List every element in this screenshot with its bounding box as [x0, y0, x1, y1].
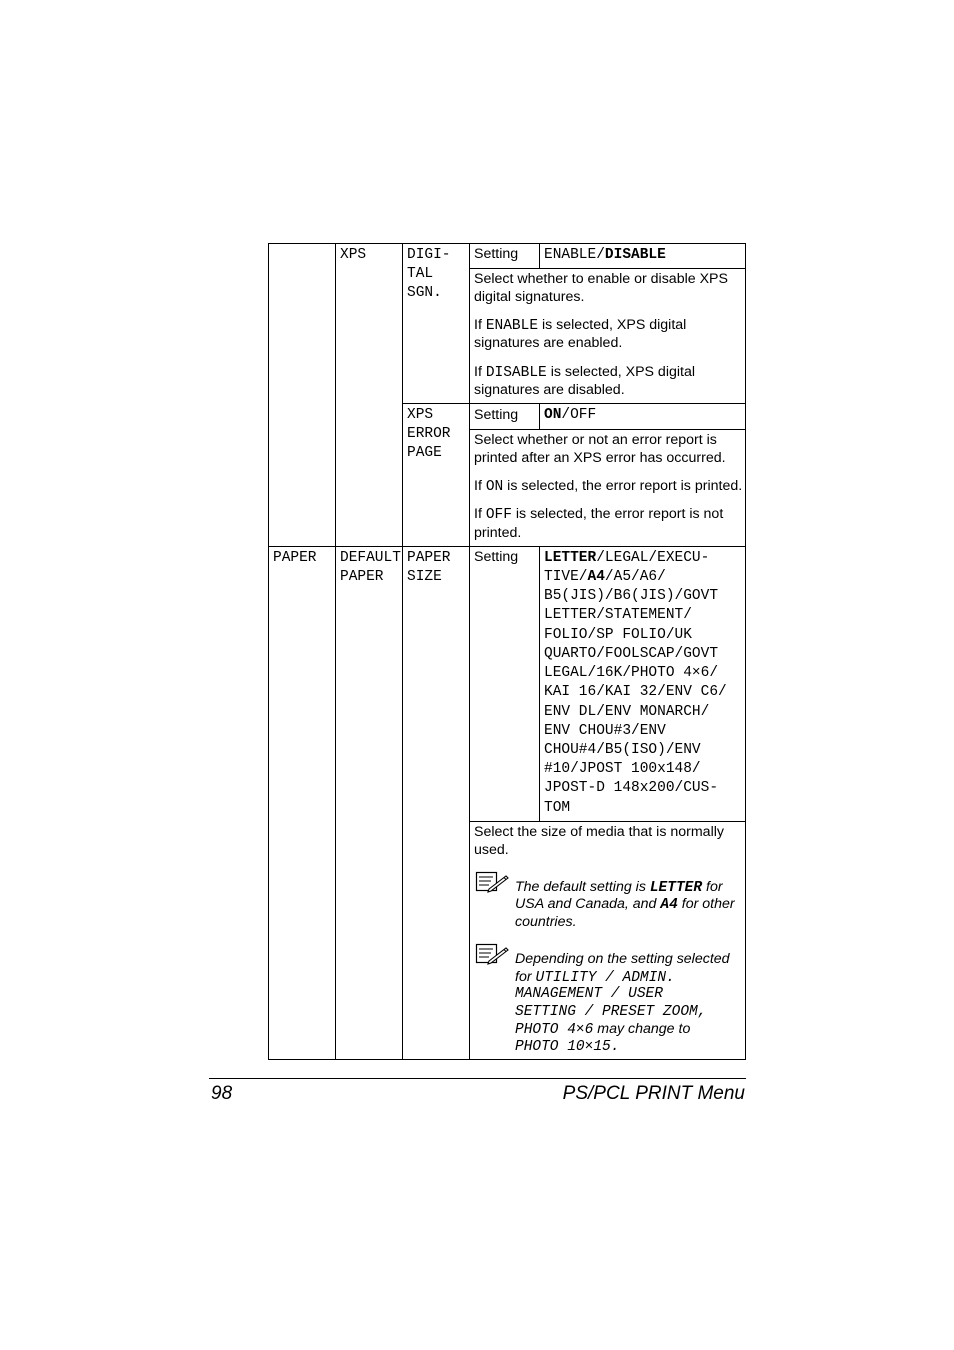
paper-size-option-line9: ENV DL/ENV MONARCH/ [544, 704, 710, 720]
paper-size-option-line8: KAI 16/KAI 32/ENV C6/ [544, 684, 727, 700]
setting-divider-1 [469, 268, 746, 269]
error-page-name-line3: PAGE [407, 445, 442, 461]
paper-size-option-line13: JPOST-D 148x200/CUS- [544, 780, 719, 796]
paper-size-option-line1: LETTER/LEGAL/EXECU- [544, 550, 710, 566]
paper-category-label: PAPER [273, 550, 317, 566]
error-page-name-line1: XPS [407, 407, 434, 423]
note-photo-line5: PHOTO 4×6 may change to [515, 1021, 691, 1038]
note-pencil-icon [475, 943, 509, 965]
table-border-left [268, 243, 269, 1060]
table-border-bottom [268, 1059, 746, 1060]
digital-sign-setting-value: ENABLE/DISABLE [544, 247, 666, 263]
error-page-default-value: ON [544, 407, 562, 423]
digital-sign-default-value: DISABLE [604, 247, 666, 263]
note-photo-line1: Depending on the setting selected [515, 951, 730, 967]
error-page-setting-label: Setting [474, 407, 519, 423]
paper-size-option-line11: CHOU#4/B5(ISO)/ENV [544, 742, 701, 758]
row-divider-paper [268, 546, 746, 547]
table-border-top [268, 243, 746, 244]
paper-size-option-line3: B5(JIS)/B6(JIS)/GOVT [544, 588, 719, 604]
error-page-on-note: If ON is selected, the error report is printed. [474, 478, 743, 495]
col-divider-1 [335, 243, 336, 1060]
section-title: PS/PCL PRINT Menu [562, 1083, 745, 1104]
digital-sign-disable-note-line2: signatures are disabled. [474, 382, 625, 398]
setting-col-divider-1 [539, 243, 540, 269]
col-divider-2 [402, 243, 403, 1060]
paper-size-option-line4: LETTER/STATEMENT/ [544, 607, 692, 623]
note-default-setting-line3: countries. [515, 914, 577, 930]
paper-size-default-a4: A4 [587, 569, 605, 585]
note-photo-line2: for UTILITY / ADMIN. [515, 969, 675, 986]
default-paper-label-line1: DEFAULT [340, 550, 401, 566]
row-divider-error-page [402, 403, 746, 404]
paper-size-desc-line1: Select the size of media that is normally [474, 824, 724, 840]
paper-size-desc-line2: used. [474, 842, 509, 858]
digital-sign-desc-line1: Select whether to enable or disable XPS [474, 271, 728, 287]
digital-sign-name-line3: SGN. [407, 285, 442, 301]
digital-sign-setting-label: Setting [474, 246, 519, 262]
error-page-desc-line2: printed after an XPS error has occurred. [474, 450, 726, 466]
digital-sign-enable-note-line2: signatures are enabled. [474, 335, 623, 351]
error-page-off-note: If OFF is selected, the error report is not [474, 506, 724, 523]
default-paper-label-line2: PAPER [340, 569, 384, 585]
note-pencil-icon [475, 871, 509, 893]
note-default-setting-line2: USA and Canada, and A4 for other [515, 896, 735, 913]
setting-divider-3 [469, 821, 746, 822]
note-photo-line3: MANAGEMENT / USER [515, 986, 663, 1002]
setting-col-divider-2 [539, 403, 540, 430]
paper-size-option-line7: LEGAL/16K/PHOTO 4×6/ [544, 665, 719, 681]
note-photo-line4: SETTING / PRESET ZOOM, [515, 1004, 707, 1020]
col-divider-3 [469, 243, 470, 1060]
digital-sign-desc-line2: digital signatures. [474, 289, 585, 305]
xps-category-label: XPS [340, 247, 367, 263]
error-page-name-line2: ERROR [407, 426, 451, 442]
footer-rule [209, 1078, 746, 1079]
paper-size-label-line2: SIZE [407, 569, 442, 585]
note-photo-line6: PHOTO 10×15. [515, 1039, 620, 1055]
error-page-off-note-line2: printed. [474, 525, 522, 541]
paper-size-option-line2: TIVE/A4/A5/A6/ [544, 569, 666, 585]
paper-size-option-line5: FOLIO/SP FOLIO/UK [544, 627, 692, 643]
setting-divider-2 [469, 429, 746, 430]
digital-sign-name-line2: TAL [407, 266, 434, 282]
paper-size-label-line1: PAPER [407, 550, 451, 566]
digital-sign-disable-note: If DISABLE is selected, XPS digital [474, 364, 696, 381]
setting-col-divider-3 [539, 546, 540, 822]
paper-size-option-line6: QUARTO/FOOLSCAP/GOVT [544, 646, 719, 662]
paper-size-option-line10: ENV CHOU#3/ENV [544, 723, 666, 739]
paper-size-default-letter: LETTER [544, 550, 597, 566]
paper-size-setting-label: Setting [474, 549, 519, 565]
error-page-setting-value: ON/OFF [544, 407, 597, 423]
table-border-right [745, 243, 746, 1060]
page-number: 98 [211, 1083, 233, 1104]
digital-sign-enable-note: If ENABLE is selected, XPS digital [474, 317, 687, 334]
note-default-setting-line1: The default setting is LETTER for [515, 879, 723, 896]
paper-size-option-line14: TOM [544, 800, 571, 816]
error-page-desc-line1: Select whether or not an error report is [474, 432, 717, 448]
digital-sign-name-line1: DIGI- [407, 247, 451, 263]
paper-size-option-line12: #10/JPOST 100x148/ [544, 761, 701, 777]
